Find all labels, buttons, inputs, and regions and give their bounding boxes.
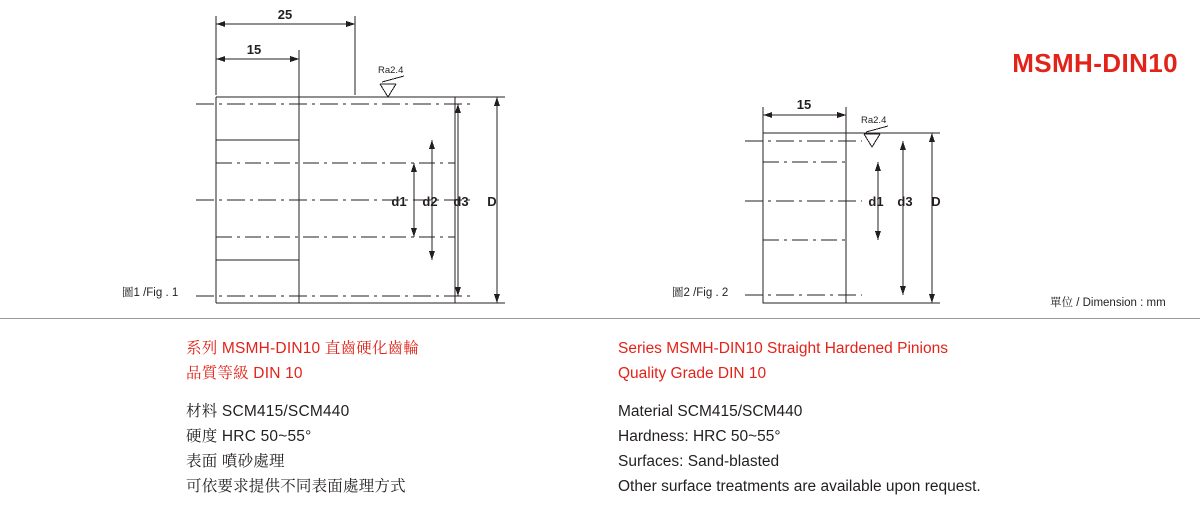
spacer	[186, 386, 419, 399]
spacer	[618, 386, 981, 399]
label-d2-fig1: d2	[422, 194, 438, 209]
figure-1-caption: 圖1 /Fig . 1	[122, 287, 179, 299]
dim-hub-length: 15	[246, 42, 262, 57]
spec-note-zh: 可依要求提供不同表面處理方式	[186, 478, 406, 495]
specs-chinese	[186, 336, 419, 499]
spec-series-en: Series MSMH-DIN10 Straight Hardened Pinions	[618, 340, 948, 357]
surface-finish-fig1: Ra2.4	[378, 65, 404, 76]
spec-note-en: Other surface treatments are available upon request.	[618, 478, 981, 495]
spec-quality-en: Quality Grade DIN 10	[618, 365, 767, 382]
spec-hardness-en: Hardness: HRC 50~55°	[618, 428, 781, 445]
label-d3-fig2: d3	[897, 194, 913, 209]
label-D-fig2: D	[931, 194, 941, 209]
label-d1-fig1: d1	[391, 194, 407, 209]
section-divider	[0, 318, 1200, 319]
dim-length-fig2: 15	[796, 97, 812, 112]
spec-surface-zh: 表面 噴砂處理	[186, 453, 285, 470]
label-d1-fig2: d1	[868, 194, 884, 209]
spec-surface-en: Surfaces: Sand-blasted	[618, 453, 780, 470]
spec-series-zh: 系列 MSMH-DIN10 直齒硬化齒輪	[186, 340, 420, 357]
specs-english	[618, 336, 981, 499]
label-D-fig1: D	[487, 194, 497, 209]
spec-material-en: Material SCM415/SCM440	[618, 403, 803, 420]
dimension-unit-note: 單位 / Dimension : mm	[1050, 297, 1166, 309]
figure-2-caption: 圖2 /Fig . 2	[672, 287, 729, 299]
spec-quality-zh: 品質等級 DIN 10	[186, 365, 303, 382]
spec-hardness-zh: 硬度 HRC 50~55°	[186, 428, 312, 445]
page-title: MSMH-DIN10	[1012, 48, 1178, 78]
dim-overall-length: 25	[277, 7, 293, 22]
surface-finish-fig2: Ra2.4	[861, 115, 887, 126]
spec-material-zh: 材料 SCM415/SCM440	[186, 403, 350, 420]
label-d3-fig1: d3	[453, 194, 469, 209]
